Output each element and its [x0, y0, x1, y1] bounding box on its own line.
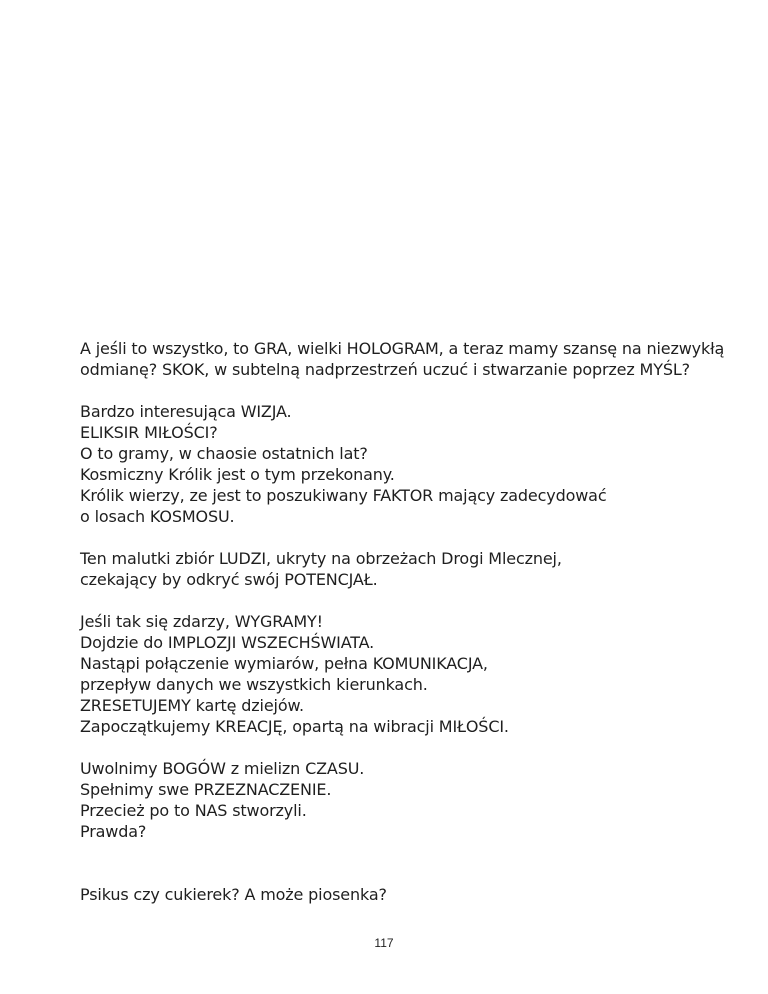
text-line: Ten malutki zbiór LUDZI, ukryty na obrzeżach Drogi Mlecznej,	[80, 549, 562, 568]
stanza-5	[80, 758, 700, 842]
text-line: Spełnimy swe PRZEZNACZENIE.	[80, 780, 332, 799]
closing-stanza	[80, 884, 700, 905]
text-line: Nastąpi połączenie wymiarów, pełna KOMUNIKACJA,	[80, 654, 488, 673]
text-line: Bardzo interesująca WIZJA.	[80, 402, 292, 421]
stanza-gap	[80, 527, 700, 548]
text-line: Królik wierzy, ze jest to poszukiwany FAKTOR mający zadecydować	[80, 486, 607, 505]
text-line: Przecież po to NAS stworzyli.	[80, 801, 307, 820]
stanza-1	[80, 338, 725, 380]
stanza-gap-large	[80, 842, 700, 884]
text-line: przepływ danych we wszystkich kierunkach.	[80, 675, 428, 694]
stanza-2	[80, 401, 700, 527]
text-line: ELIKSIR MIŁOŚCI?	[80, 423, 218, 442]
stanza-gap	[80, 590, 700, 611]
stanza-4	[80, 611, 700, 737]
text-line: o losach KOSMOSU.	[80, 507, 235, 526]
text-line: ZRESETUJEMY kartę dziejów.	[80, 696, 304, 715]
text-line: Uwolnimy BOGÓW z mielizn CZASU.	[80, 759, 365, 778]
text-line: O to gramy, w chaosie ostatnich lat?	[80, 444, 368, 463]
closing-line: Psikus czy cukierek? A może piosenka?	[80, 885, 387, 904]
stanza-gap	[80, 737, 700, 758]
text-line: Kosmiczny Królik jest o tym przekonany.	[80, 465, 395, 484]
text-line: Zapoczątkujemy KREACJĘ, opartą na wibracji MIŁOŚCI.	[80, 717, 509, 736]
text-line: A jeśli to wszystko, to GRA, wielki HOLOGRAM, a teraz mamy szansę na niezwykłą	[80, 339, 725, 358]
page-number: 117	[374, 936, 394, 950]
text-line: Jeśli tak się zdarzy, WYGRAMY!	[80, 612, 323, 631]
page-body-text	[80, 338, 725, 905]
stanza-gap	[80, 380, 700, 401]
text-line: czekający by odkryć swój POTENCJAŁ.	[80, 570, 378, 589]
text-line: Dojdzie do IMPLOZJI WSZECHŚWIATA.	[80, 633, 375, 652]
stanza-3	[80, 548, 700, 590]
text-line: Prawda?	[80, 822, 147, 841]
text-line: odmianę? SKOK, w subtelną nadprzestrzeń uczuć i stwarzanie poprzez MYŚL?	[80, 360, 690, 379]
